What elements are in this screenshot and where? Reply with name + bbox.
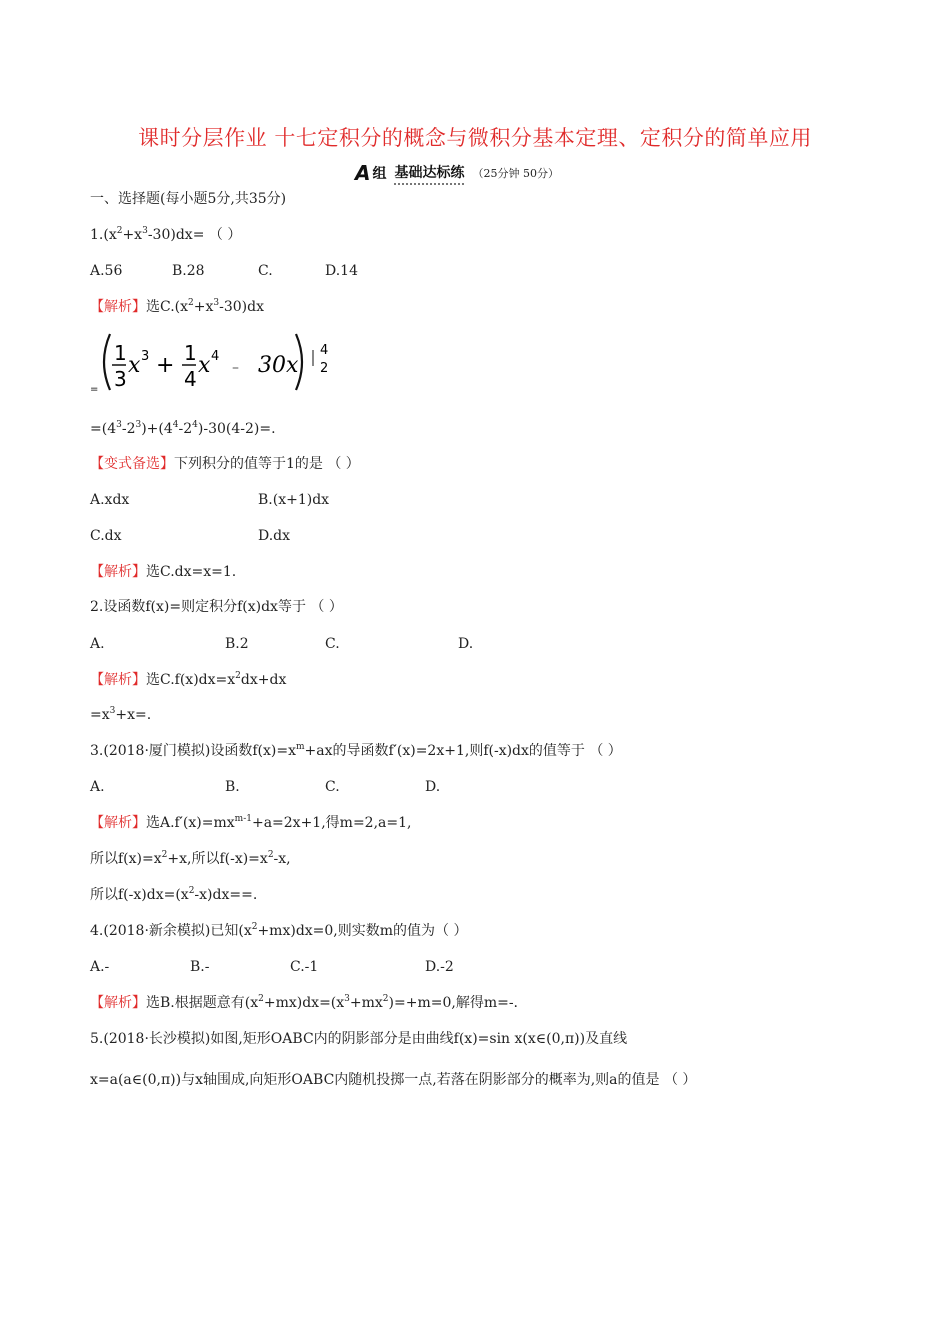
q4-option-b: B.- — [190, 959, 210, 975]
term1: x — [128, 353, 141, 378]
q4-option-d: D.-2 — [425, 959, 454, 975]
solution-tag: 【解析】 — [90, 815, 146, 831]
q2-option-b: B.2 — [225, 636, 249, 652]
variant-option-a: A.xdx — [90, 492, 130, 508]
frac1-den: 3 — [114, 367, 127, 391]
group-label: 组 — [372, 166, 387, 182]
exp2: 4 — [211, 349, 220, 364]
q3-stem: 3.(2018·厦门模拟)设函数$f(x)=x^m+ax$的导函数f′(x)=2x+1,则f(-x)dx的值等于 （ ） — [90, 742, 622, 759]
q4-solution: 【解析】选B.根据题意有$(x^2+mx)dx=(x^3+mx^2)=+m=0$,解得m=-. — [90, 994, 519, 1011]
variant-solution: 【解析】选C.dx=x=1. — [90, 564, 237, 580]
left-paren — [104, 334, 110, 390]
page-title: 课时分层作业 十七定积分的概念与微积分基本定理、定积分的简单应用 — [138, 126, 812, 150]
solution-tag: 【解析】 — [90, 995, 146, 1011]
exp1: 3 — [141, 349, 150, 364]
q5-stem-line1: 5.(2018·长沙模拟)如图,矩形OABC内的阴影部分是由曲线f(x)=sin x(x∈(0,π))及直线 — [90, 1031, 628, 1047]
q2-option-a: A. — [90, 636, 105, 652]
variant-option-c: C.dx — [90, 528, 122, 544]
frac2-den: 4 — [184, 367, 197, 391]
group-banner — [355, 162, 559, 184]
variant-stem: 【变式备选】下列积分的值等于1的是 （ ） — [90, 456, 360, 472]
q1-option-b: B.28 — [172, 263, 205, 279]
q1-solution-line2: $=(4^3-2^3)+(4^4-2^4)-30(4-2)=$. — [90, 420, 276, 437]
q3-option-b: B. — [225, 779, 240, 795]
solution-tag: 【解析】 — [90, 564, 146, 580]
group-time: （25分钟 50分） — [472, 167, 559, 180]
q1-option-a: A.56 — [90, 263, 123, 279]
q2-option-c: C. — [325, 636, 340, 652]
solution-tag: 【解析】 — [90, 672, 146, 688]
q2-option-d: D. — [458, 636, 474, 652]
q2-solution-line2: $=x^3+x=$. — [90, 706, 152, 723]
group-letter: A — [355, 161, 371, 185]
q2-solution: 【解析】选$C.f(x)dx=x^2dx+dx$ — [90, 671, 287, 688]
variant-option-d: D.dx — [258, 528, 291, 544]
q1-option-d: D.14 — [325, 263, 358, 279]
q4-option-c: C.-1 — [290, 959, 319, 975]
term2: x — [198, 353, 211, 378]
q3-option-c: C. — [325, 779, 340, 795]
q3-option-d: D. — [425, 779, 441, 795]
variant-tag: 【变式备选】 — [90, 456, 174, 472]
group-name: 基础达标练 — [394, 162, 464, 185]
frac2-num: 1 — [184, 341, 197, 365]
plus: + — [156, 353, 175, 378]
q3-option-a: A. — [90, 779, 105, 795]
q3-solution-line2: 所以$f(x)=x^2+x$,所以$f(-x)=x^2-x$, — [90, 850, 291, 867]
formula-eq: = — [90, 384, 99, 395]
q5-stem-line2: x=a(a∈(0,π))与x轴围成,向矩形OABC内随机投掷一点,若落在阴影部分的概率为,则a的值是 （ ） — [90, 1072, 697, 1088]
minus: – — [232, 360, 239, 376]
q2-stem: 2.设函数f(x)=则定积分f(x)dx等于 （ ） — [90, 599, 343, 615]
q4-stem: 4.(2018·新余模拟)已知$(x^2+mx)dx=0$,则实数m的值为（ ） — [90, 922, 468, 939]
q1-option-c: C. — [258, 263, 273, 279]
q3-solution: 【解析】选$A.f'(x)=mx^{m-1}+a=2x+1$,得m=2,a=1, — [90, 814, 412, 831]
variant-option-b: B.(x+1)dx — [258, 492, 330, 508]
limit-lower: 2 — [320, 361, 329, 376]
limit-upper: 4 — [320, 343, 329, 358]
frac1-num: 1 — [114, 341, 127, 365]
q1-stem: $1.(x^2+x^3-30)dx=$ （ ） — [90, 226, 242, 243]
solution-tag: 【解析】 — [90, 299, 146, 315]
q4-option-a: A.- — [90, 959, 110, 975]
q1-formula — [88, 328, 348, 396]
q3-solution-line3: 所以$f(-x)dx=(x^2-x)dx==$. — [90, 886, 258, 903]
term3: 30x — [258, 353, 299, 378]
q1-solution: 【解析】选$C.(x^2+x^3-30)dx$ — [90, 298, 265, 315]
section-heading: 一、选择题(每小题5分,共35分) — [90, 191, 287, 207]
